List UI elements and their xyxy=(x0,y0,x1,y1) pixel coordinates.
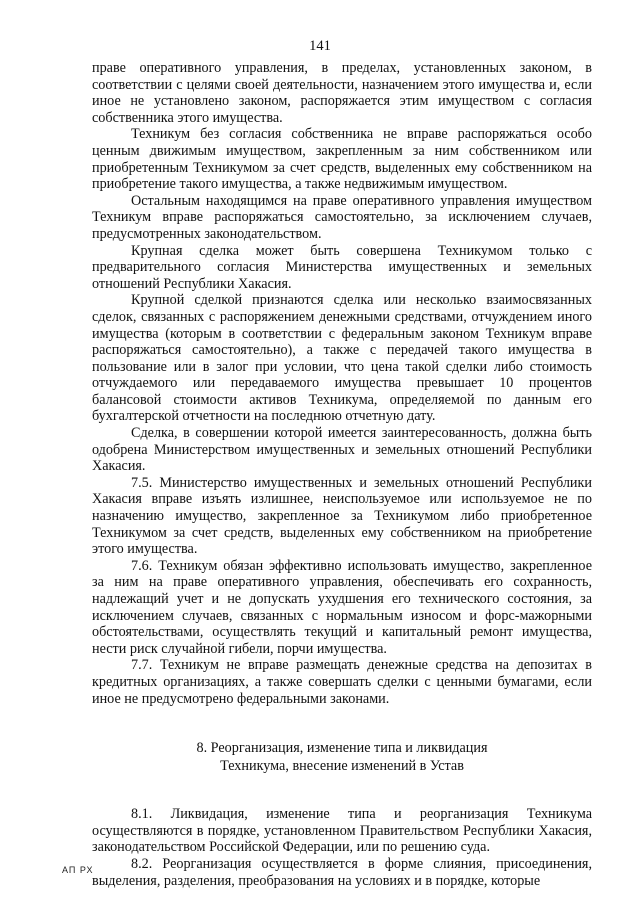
paragraph-7-7: 7.7. Техникум не вправе размещать денежные средства на депозитах в кредитных организациях, а также совершать сделки с ценными бумагами, если иное не предусмотрено федеральными законами. xyxy=(92,657,592,707)
paragraph-8-1: 8.1. Ликвидация, изменение типа и реорганизация Техникума осуществляются в порядке, установленном Правительством Республики Хакасия, законодательством Российской Федерации, или по решению суда. xyxy=(92,806,592,856)
document-body xyxy=(92,60,592,889)
section-heading xyxy=(92,739,592,775)
footer-mark: АП РХ xyxy=(62,865,94,875)
paragraph-8-2: 8.2. Реорганизация осуществляется в форме слияния, присоединения, выделения, разделения, преобразования на условиях и в порядке, которые xyxy=(92,855,592,889)
paragraph-continuation: праве оперативного управления, в пределах, установленных законом, в соответствии с целями своей деятельности, назначением этого имущества и, если иное не установлено законом, распоряжается этим имуществом с согласия собственника этого имущества. xyxy=(92,60,592,126)
section-heading-line-2: Техникума, внесение изменений в Устав xyxy=(220,758,464,775)
paragraph: Техникум без согласия собственника не вправе распоряжаться особо ценным движимым имуществом, закрепленным за ним собственником или приобретенным Техникумом за счет средств, выделенных ему собственником на приобретение такого имущества, а также недвижимым имуществом. xyxy=(92,126,592,193)
section-heading-line-1: 8. Реорганизация, изменение типа и ликвидация xyxy=(196,740,488,757)
paragraph: Остальным находящимся на праве оперативного управления имуществом Техникум вправе распоряжаться самостоятельно, за исключением случаев, предусмотренных законодательством. xyxy=(92,192,592,242)
paragraph-7-5: 7.5. Министерство имущественных и земельных отношений Республики Хакасия вправе изъять излишнее, неиспользуемое или используемое не по назначению имущество, закрепленное за Техникумом либо приобретенное Техникумом за счет средств, выделенных ему собственником на приобретение этого имущества. xyxy=(92,474,592,558)
paragraph: Крупной сделкой признаются сделка или несколько взаимосвязанных сделок, связанных с распоряжением денежными средствами, отчуждением иного имущества (которым в соответствии с федеральным законом Техникум вправе распоряжаться самостоятельно), а также с передачей такого имущества в пользование или в залог при условии, что цена такой сделки либо стоимость отчуждаемого или передаваемого имущества превышает 10 процентов балансовой стоимости активов Техникума, определяемой по данным его бухгалтерской отчетности на последнюю отчетную дату. xyxy=(92,292,592,425)
page-number: 141 xyxy=(309,38,331,54)
paragraph: Крупная сделка может быть совершена Техникумом только с предварительного согласия Министерства имущественных и земельных отношений Республики Хакасия. xyxy=(92,242,592,292)
paragraph-7-6: 7.6. Техникум обязан эффективно использовать имущество, закрепленное за ним на праве оперативного управления, обеспечивать его сохранность, надлежащий учет и не допускать ухудшения его технического состояния, за исключением случаев, связанных с нормальным износом и форс-мажорными обстоятельствами, осуществлять текущий и капитальный ремонт имущества, нести риск случайной гибели, порчи имущества. xyxy=(92,557,592,657)
paragraph: Сделка, в совершении которой имеется заинтересованность, должна быть одобрена Министерством имущественных и земельных отношений Республики Хакасия. xyxy=(92,425,592,475)
